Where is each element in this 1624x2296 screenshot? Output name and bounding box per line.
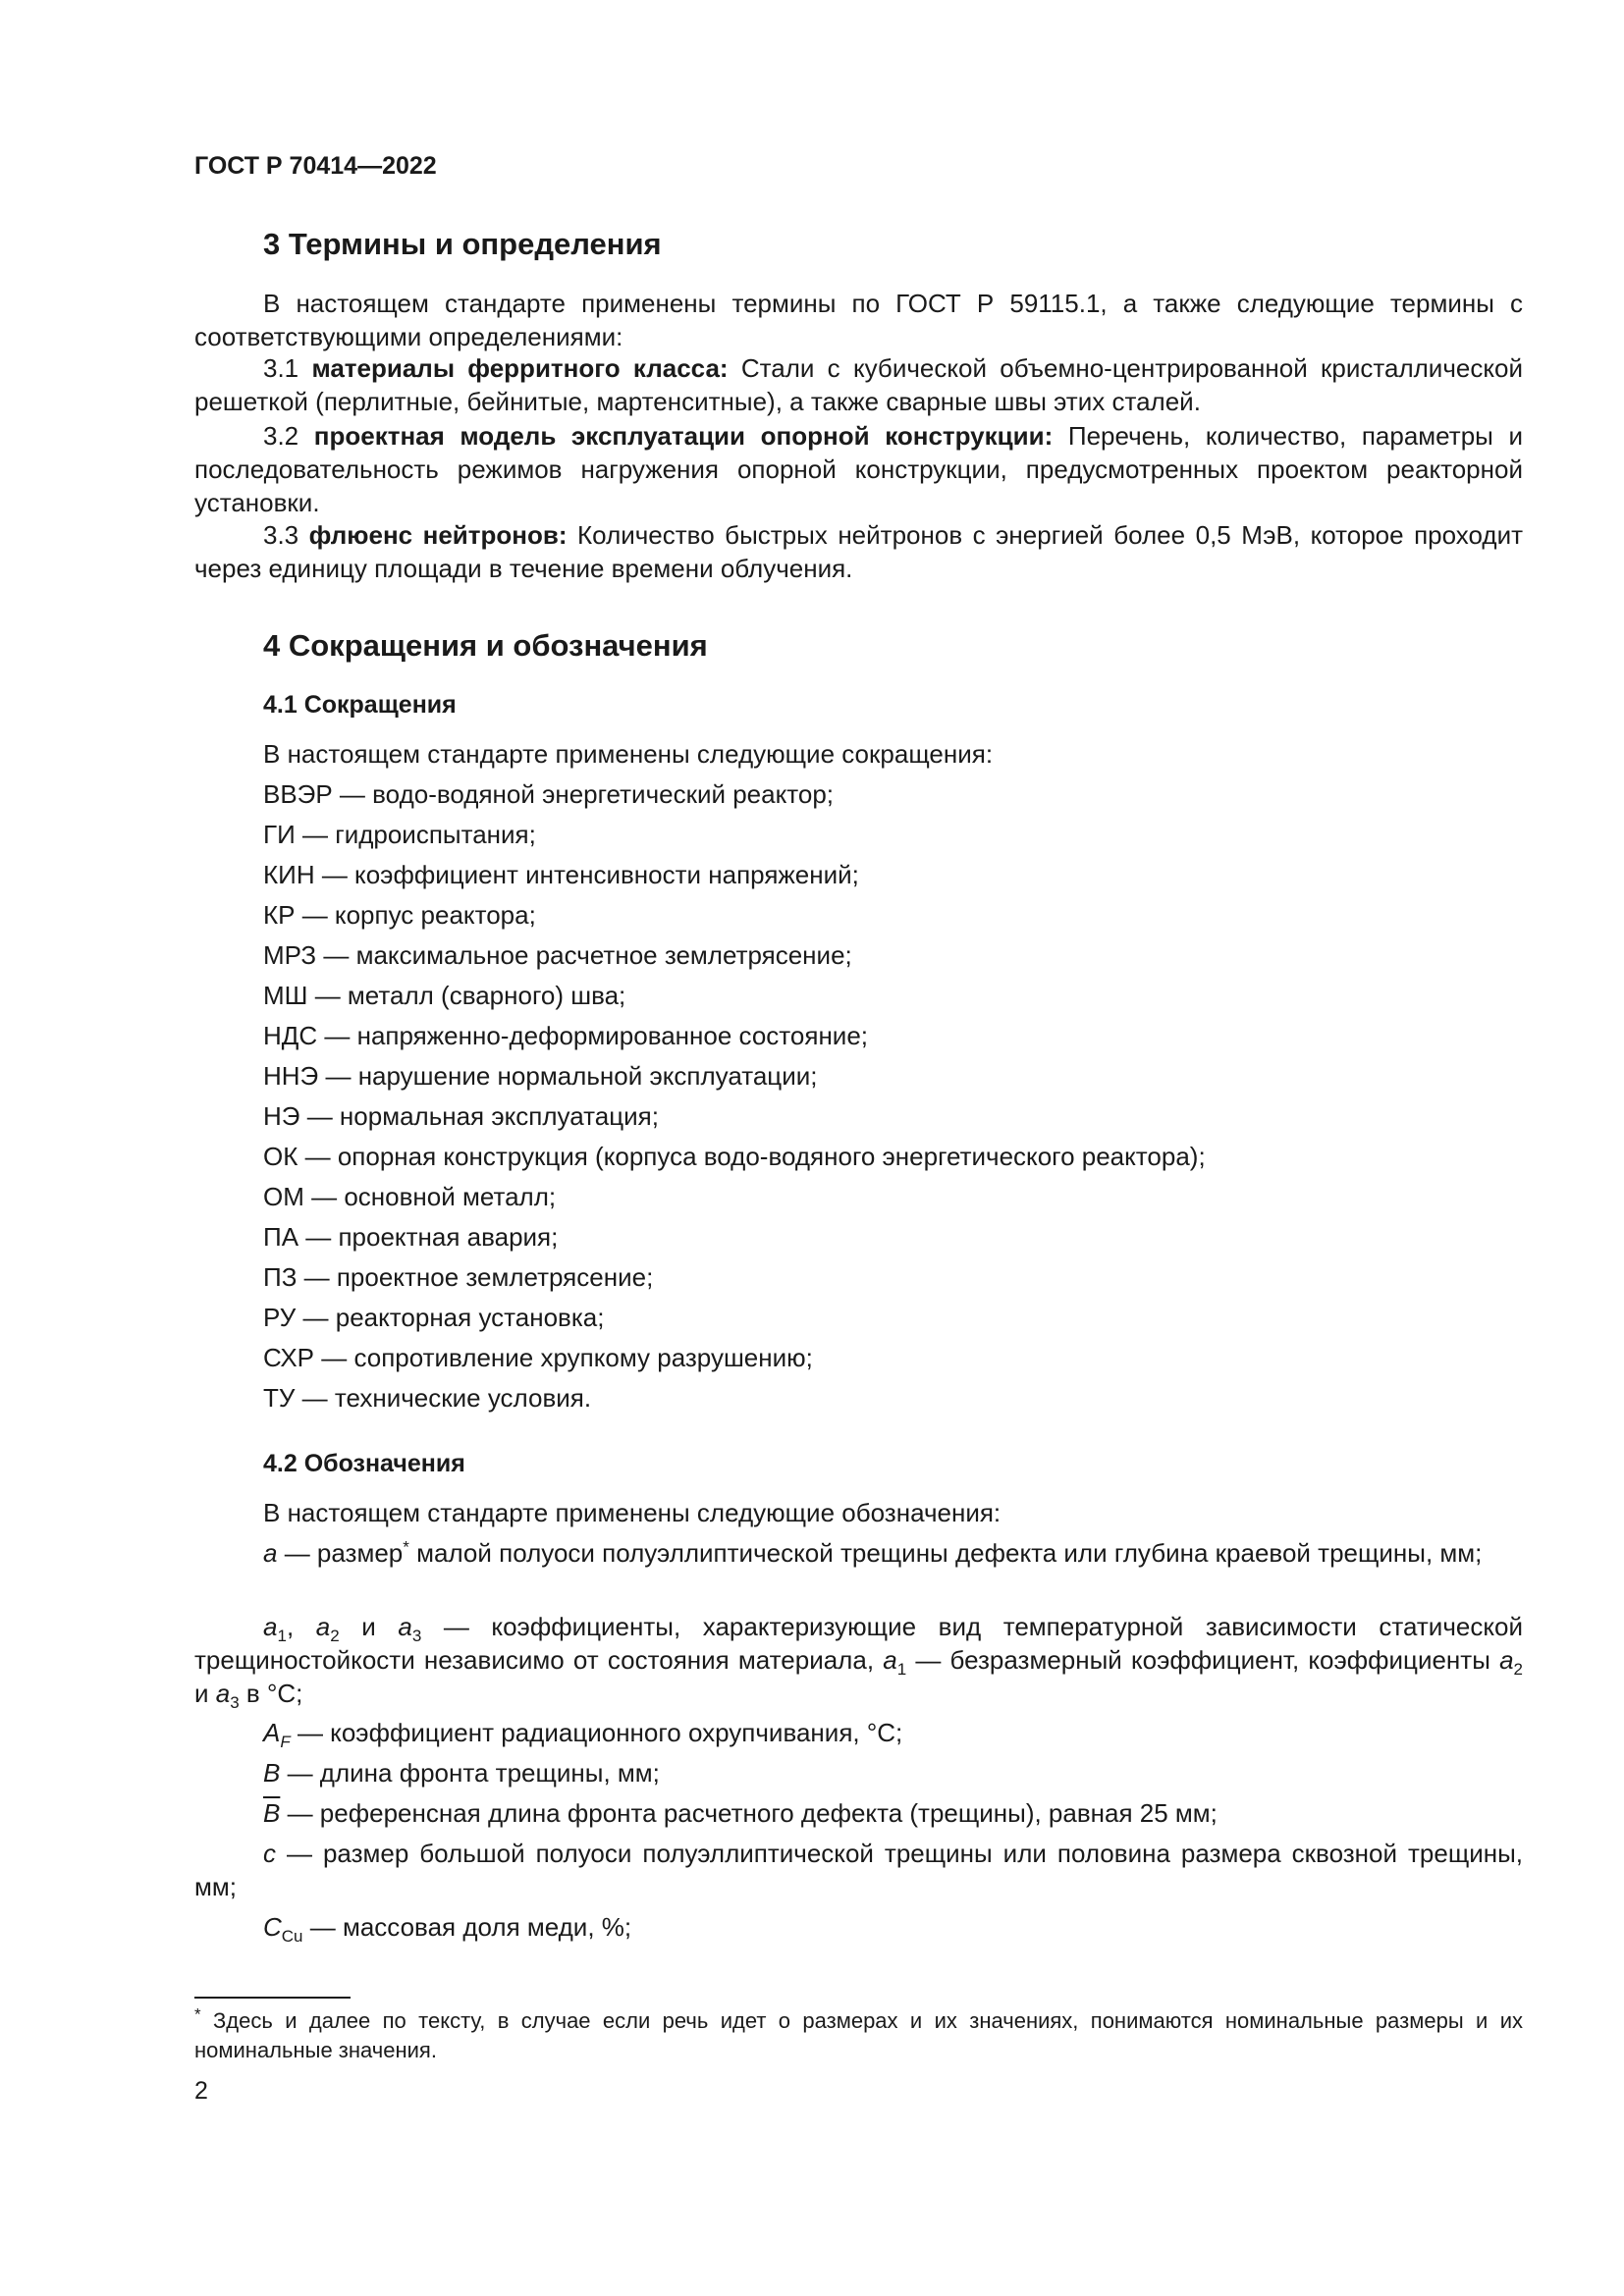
list-item: НЭ — нормальная эксплуатация; — [263, 1101, 659, 1131]
list-item: МШ — металл (сварного) шва; — [263, 981, 626, 1010]
footnote: * Здесь и далее по тексту, в случае если речь идет о размерах и их значениях, понимаются номинальные размеры и их номинальные значения. — [194, 2004, 1523, 2062]
notations-intro: В настоящем стандарте применены следующие обозначения: — [263, 1498, 1001, 1527]
list-item: ОМ — основной металл; — [263, 1182, 557, 1211]
list-item: ГИ — гидроиспытания; — [263, 820, 536, 849]
abbreviations-intro: В настоящем стандарте применены следующие сокращения: — [263, 739, 994, 769]
list-item: ПЗ — проектное землетрясение; — [263, 1262, 654, 1292]
notation-c: c — размер большой полуоси полуэллиптической трещины или половина размера сквозной трещины, мм; — [194, 1839, 1523, 1901]
section-3-intro: В настоящем стандарте применены термины по ГОСТ Р 59115.1, а также следующие термины с соответствующими определениями: — [194, 289, 1523, 351]
list-item: КР — корпус реактора; — [263, 900, 536, 930]
list-item: РУ — реакторная установка; — [263, 1303, 605, 1332]
section-4-2-title: 4.2 Обозначения — [263, 1450, 465, 1477]
notation-ccu: $C_{Cu}$ — массовая доля меди, %; — [263, 1912, 632, 1947]
notation-a1-a2-a3: $a_1$, $a_2$ и $a_3$ — коэффициенты, характеризующие вид температурной зависимости статической трещиностойкости независимо от состояния материала, $a_1$ — безразмерный коэффициент, коэффициенты $a_2$ и $a_3$ в °С; — [194, 1612, 1523, 1713]
section-3-title: 3 Термины и определения — [263, 227, 662, 261]
list-item: НДС — напряженно-деформированное состояние; — [263, 1021, 869, 1050]
footnote-divider — [194, 1997, 351, 1999]
section-4-title: 4 Сокращения и обозначения — [263, 628, 708, 663]
list-item: ВВЭР — водо-водяной энергетический реактор; — [263, 779, 835, 809]
notation-af: $A_F$ — коэффициент радиационного охрупчивания, °С; — [263, 1718, 903, 1752]
notation-b-bar: $\overline{B}$ — референсная длина фронта расчетного дефекта (трещины), равная 25 мм; — [263, 1798, 1218, 1828]
list-item: ПА — проектная авария; — [263, 1222, 559, 1252]
page-number: 2 — [194, 2077, 208, 2105]
term-3-1: 3.1 материалы ферритного класса: Стали с кубической объемно-центрированной кристаллической решеткой (перлитные, бейнитые, мартенситные), а также сварные швы этих сталей. — [194, 353, 1523, 416]
term-3-3: 3.3 флюенс нейтронов: Количество быстрых нейтронов с энергией более 0,5 МэВ, которое проходит через единицу площади в течение времени облучения. — [194, 520, 1524, 583]
notation-a: a — размер* малой полуоси полуэллиптической трещины дефекта или глубина краевой трещины, мм; — [263, 1537, 1483, 1568]
list-item: КИН — коэффициент интенсивности напряжений; — [263, 860, 859, 889]
list-item: ТУ — технические условия. — [263, 1383, 592, 1413]
document-header: ГОСТ Р 70414—2022 — [194, 152, 437, 180]
list-item: СХР — сопротивление хрупкому разрушению; — [263, 1343, 813, 1372]
section-4-1-title: 4.1 Сокращения — [263, 691, 457, 719]
notation-b: B — длина фронта трещины, мм; — [263, 1758, 660, 1788]
list-item: ННЭ — нарушение нормальной эксплуатации; — [263, 1061, 818, 1091]
list-item: МРЗ — максимальное расчетное землетрясение; — [263, 940, 852, 970]
list-item: ОК — опорная конструкция (корпуса водо-водяного энергетического реактора); — [263, 1142, 1206, 1171]
footnote-marker: * — [403, 1537, 409, 1557]
term-3-2: 3.2 проектная модель эксплуатации опорной конструкции: Перечень, количество, параметры и последовательность режимов нагружения опорной конструкции, предусмотренных проектом реакторной установки. — [194, 421, 1523, 517]
